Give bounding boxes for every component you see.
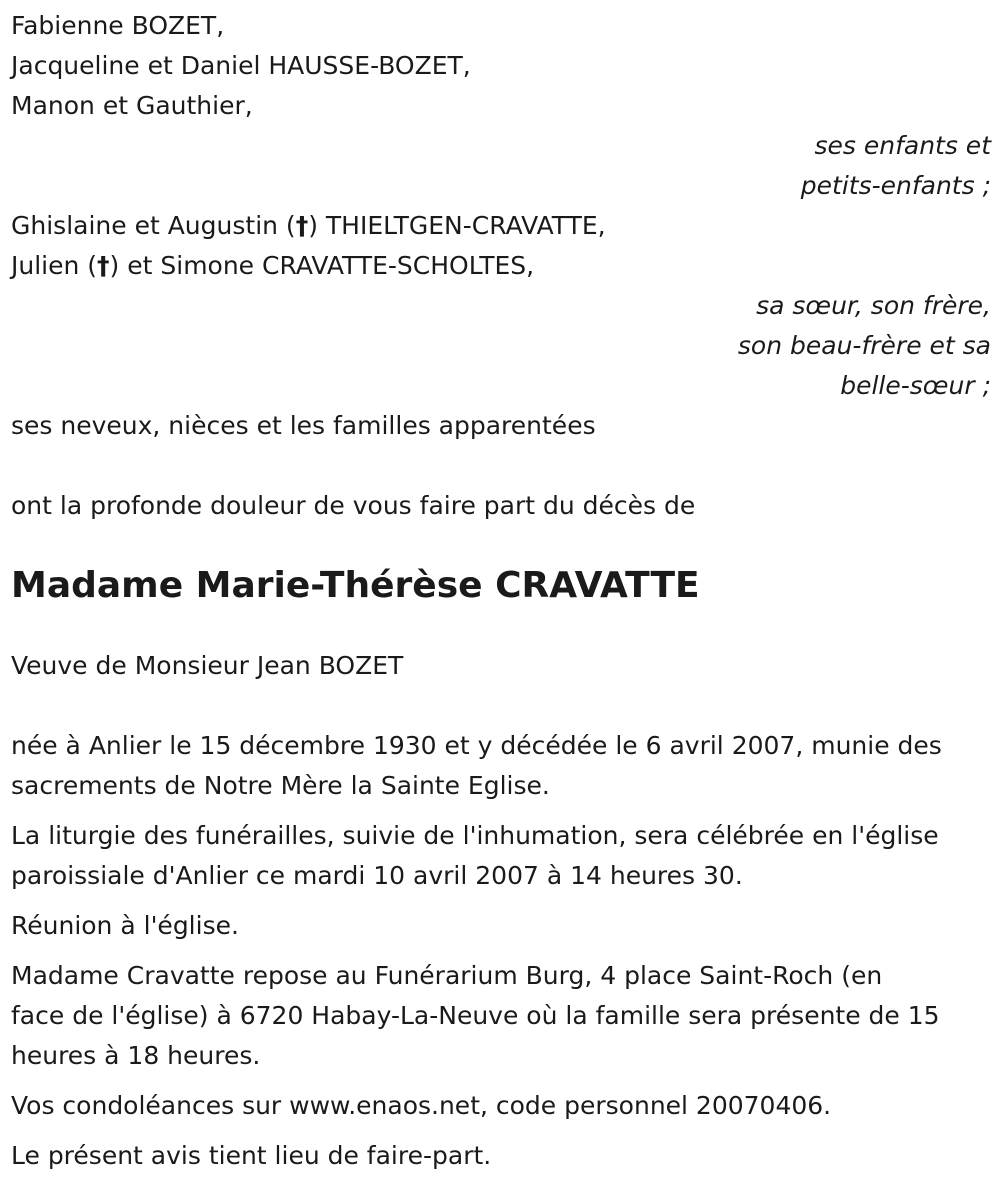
paragraph-line: Réunion à l'église. <box>11 911 239 940</box>
announcement-line: ont la profonde douleur de vous faire part du décès de <box>11 491 696 520</box>
role-line: petits-enfants ; <box>800 171 991 200</box>
funeral-home-paragraph <box>11 956 991 1076</box>
paragraph-line: face de l'église) à 6720 Habay-La-Neuve où la famille sera présente de 15 <box>11 1001 940 1030</box>
paragraph-line: Vos condoléances sur www.enaos.net, code personnel 20070406. <box>11 1091 832 1120</box>
cross-icon: † <box>295 211 309 240</box>
text-fragment: ) et Simone CRAVATTE-SCHOLTES, <box>109 251 535 280</box>
relatives-line: ses neveux, nièces et les familles apparentées <box>11 411 596 440</box>
birth-death-paragraph <box>11 726 991 806</box>
deceased-name: Madame Marie-Thérèse CRAVATTE <box>11 565 700 606</box>
paragraph-line: Madame Cravatte repose au Funérarium Burg, 4 place Saint-Roch (en <box>11 961 883 990</box>
notice-paragraph <box>11 1136 991 1176</box>
siblings-block <box>11 206 991 406</box>
paragraph-line: heures à 18 heures. <box>11 1041 261 1070</box>
spacer <box>11 446 991 486</box>
paragraph-line: Le présent avis tient lieu de faire-part. <box>11 1141 492 1170</box>
family-line <box>11 246 991 286</box>
paragraph-line: La liturgie des funérailles, suivie de l'inhumation, sera célébrée en l'église <box>11 821 939 850</box>
obituary-notice <box>11 6 991 1186</box>
role-line: ses enfants et <box>814 131 991 160</box>
paragraph-line: sacrements de Notre Mère la Sainte Eglise. <box>11 771 550 800</box>
family-line: Jacqueline et Daniel HAUSSE-BOZET, <box>11 51 471 80</box>
widow-line: Veuve de Monsieur Jean BOZET <box>11 651 404 680</box>
role-line: sa sœur, son frère, <box>756 291 991 320</box>
liturgy-paragraph <box>11 816 991 896</box>
cross-icon: † <box>97 251 110 280</box>
paragraph-line: paroissiale d'Anlier ce mardi 10 avril 2007 à 14 heures 30. <box>11 861 743 890</box>
meeting-paragraph <box>11 906 991 946</box>
family-line <box>11 206 991 246</box>
condolences-paragraph <box>11 1086 991 1126</box>
text-fragment: Julien ( <box>11 251 98 280</box>
text-fragment: ) THIELTGEN-CRAVATTE, <box>308 211 606 240</box>
family-line: Fabienne BOZET, <box>11 11 225 40</box>
role-line: belle-sœur ; <box>840 371 991 400</box>
paragraph-line: née à Anlier le 15 décembre 1930 et y décédée le 6 avril 2007, munie des <box>11 731 942 760</box>
role-line: son beau-frère et sa <box>737 331 991 360</box>
text-fragment: Ghislaine et Augustin ( <box>11 211 296 240</box>
family-line: Manon et Gauthier, <box>11 91 253 120</box>
children-block <box>11 6 991 206</box>
spacer <box>11 606 991 646</box>
spacer <box>11 686 991 726</box>
